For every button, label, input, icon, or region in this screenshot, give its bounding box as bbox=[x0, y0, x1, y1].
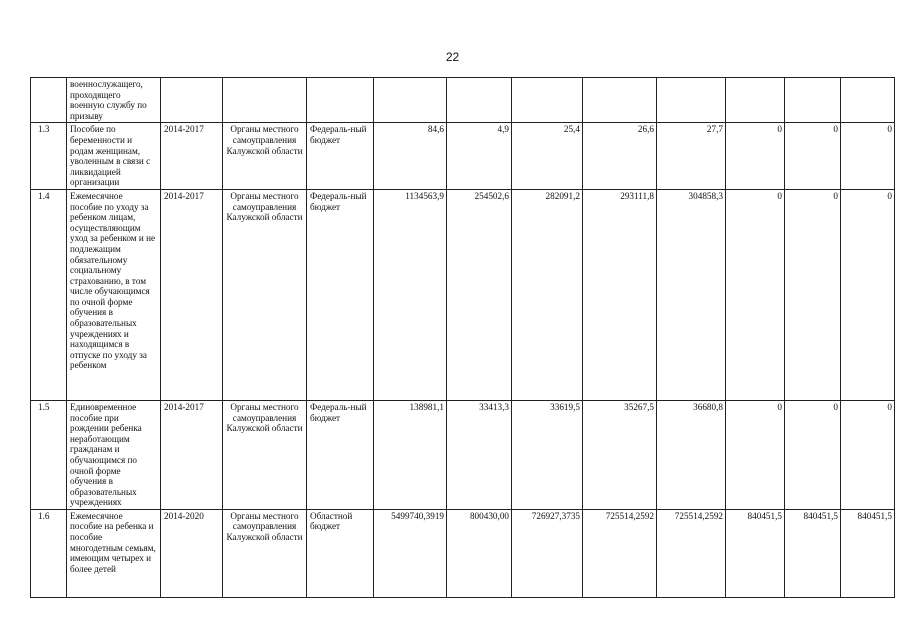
amount-cell: 0 bbox=[785, 400, 841, 509]
amount-cell: 1134563,9 bbox=[374, 189, 447, 400]
table-row bbox=[31, 78, 895, 123]
amount-cell: 0 bbox=[726, 189, 785, 400]
period-cell: 2014-2020 bbox=[161, 509, 223, 597]
period-cell bbox=[161, 78, 223, 123]
amount-cell bbox=[583, 78, 657, 123]
measure-name-cell: Пособие по беременности и родам женщинам, уволенным в связи с ликвидацией организации bbox=[67, 123, 161, 190]
amount-cell: 0 bbox=[726, 123, 785, 190]
measure-name-cell: Единовременное пособие при рождении ребенка неработающим гражданам и обучающимся по очной форме обучения в образовательных учреждениях bbox=[67, 400, 161, 509]
amount-cell: 84,6 bbox=[374, 123, 447, 190]
executor-cell: Органы местного самоуправления Калужской области bbox=[223, 189, 307, 400]
amount-cell bbox=[785, 78, 841, 123]
amount-cell: 304858,3 bbox=[657, 189, 726, 400]
funding-source-cell: Федераль-ный бюджет bbox=[307, 400, 374, 509]
amount-cell bbox=[512, 78, 583, 123]
period-cell: 2014-2017 bbox=[161, 123, 223, 190]
measure-name-cell: Ежемесячное пособие по уходу за ребенком лицам, осуществляющим уход за ребенком и не подлежащим обязательному социальному страхованию, в том числе обучающимся по очной форме обучения в образовательных учреждениях и находящимся в отпуске по уходу за ребенком bbox=[67, 189, 161, 400]
funding-source-cell bbox=[307, 78, 374, 123]
executor-cell: Органы местного самоуправления Калужской области bbox=[223, 123, 307, 190]
amount-cell: 726927,3735 bbox=[512, 509, 583, 597]
amount-cell: 293111,8 bbox=[583, 189, 657, 400]
table-row bbox=[31, 509, 895, 597]
row-number-cell: 1.5 bbox=[31, 400, 67, 509]
period-cell: 2014-2017 bbox=[161, 400, 223, 509]
amount-cell bbox=[657, 78, 726, 123]
amount-cell: 5499740,3919 bbox=[374, 509, 447, 597]
executor-cell: Органы местного самоуправления Калужской области bbox=[223, 509, 307, 597]
amount-cell: 840451,5 bbox=[726, 509, 785, 597]
table-row bbox=[31, 400, 895, 509]
amount-cell: 0 bbox=[785, 189, 841, 400]
row-number-cell: 1.4 bbox=[31, 189, 67, 400]
measure-name-cell: Ежемесячное пособие на ребенка и пособие многодетным семьям, имеющим четырех и более детей bbox=[67, 509, 161, 597]
amount-cell: 0 bbox=[841, 189, 895, 400]
budget-table bbox=[30, 77, 895, 598]
table-row bbox=[31, 189, 895, 400]
amount-cell: 0 bbox=[841, 123, 895, 190]
period-cell: 2014-2017 bbox=[161, 189, 223, 400]
amount-cell: 25,4 bbox=[512, 123, 583, 190]
amount-cell: 138981,1 bbox=[374, 400, 447, 509]
funding-source-cell: Областной бюджет bbox=[307, 509, 374, 597]
page-number: 22 bbox=[445, 50, 460, 64]
measure-name-cell: военнослужащего, проходящего военную службу по призыву bbox=[67, 78, 161, 123]
amount-cell: 282091,2 bbox=[512, 189, 583, 400]
amount-cell bbox=[374, 78, 447, 123]
row-number-cell: 1.6 bbox=[31, 509, 67, 597]
row-number-cell: 1.3 bbox=[31, 123, 67, 190]
amount-cell: 0 bbox=[841, 400, 895, 509]
amount-cell: 33619,5 bbox=[512, 400, 583, 509]
amount-cell: 800430,00 bbox=[447, 509, 512, 597]
amount-cell: 26,6 bbox=[583, 123, 657, 190]
amount-cell: 4,9 bbox=[447, 123, 512, 190]
amount-cell: 0 bbox=[785, 123, 841, 190]
executor-cell bbox=[223, 78, 307, 123]
amount-cell: 725514,2592 bbox=[657, 509, 726, 597]
amount-cell: 0 bbox=[726, 400, 785, 509]
row-number-cell bbox=[31, 78, 67, 123]
amount-cell: 36680,8 bbox=[657, 400, 726, 509]
amount-cell bbox=[726, 78, 785, 123]
amount-cell bbox=[841, 78, 895, 123]
amount-cell: 725514,2592 bbox=[583, 509, 657, 597]
amount-cell: 840451,5 bbox=[841, 509, 895, 597]
amount-cell: 840451,5 bbox=[785, 509, 841, 597]
table-row bbox=[31, 123, 895, 190]
amount-cell: 35267,5 bbox=[583, 400, 657, 509]
funding-source-cell: Федераль-ный бюджет bbox=[307, 189, 374, 400]
funding-source-cell: Федераль-ный бюджет bbox=[307, 123, 374, 190]
amount-cell: 33413,3 bbox=[447, 400, 512, 509]
amount-cell: 254502,6 bbox=[447, 189, 512, 400]
executor-cell: Органы местного самоуправления Калужской области bbox=[223, 400, 307, 509]
amount-cell bbox=[447, 78, 512, 123]
amount-cell: 27,7 bbox=[657, 123, 726, 190]
